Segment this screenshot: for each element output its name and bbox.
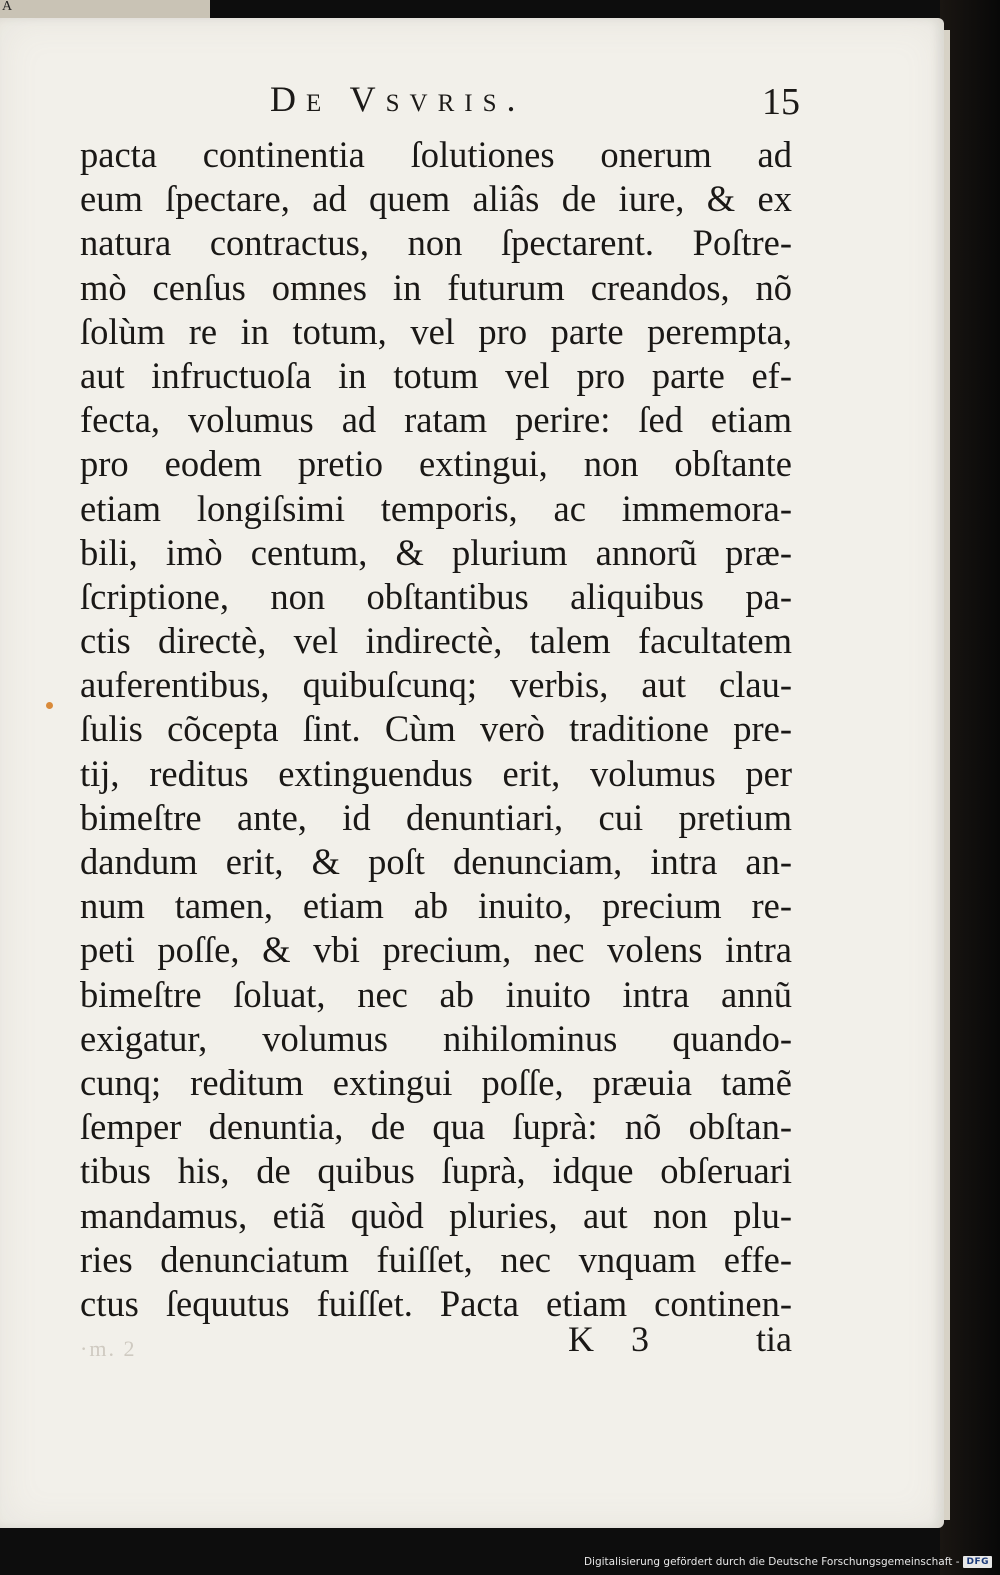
paper-stain [46, 702, 53, 709]
text-line: peti poſſe, & vbi precium, nec volens intra [80, 929, 792, 971]
text-line: etiam longiſsimi temporis, ac immemora- [80, 487, 792, 529]
text-line: aut infructuoſa in totum vel pro parte ef- [80, 354, 792, 396]
previous-page-strip [0, 0, 210, 18]
dfg-logo: DFG [963, 1556, 992, 1568]
text-line: cunq; reditum extingui poſſe, præuia tamẽ [80, 1061, 792, 1103]
text-line: pro eodem pretio extingui, non obſtante [80, 443, 792, 485]
running-title: De Vsvris. [270, 79, 526, 119]
text-line: ctus ſequutus fuiſſet. Pacta etiam continen- [80, 1282, 792, 1324]
text-line: mò cenſus omnes in futurum creandos, nõ [80, 266, 792, 308]
text-line: dandum erit, & poſt denunciam, intra an- [80, 841, 792, 882]
faint-bleed-through-mark: ·m. 2 [80, 1336, 137, 1361]
text-line: bimeſtre ante, id denuntiari, cui pretium [80, 796, 792, 838]
page-edge [944, 30, 950, 1520]
text-line: bili, imò centum, & plurium annorũ præ- [80, 531, 792, 573]
text-line: ſolùm re in totum, vel pro parte perempta, [80, 310, 792, 352]
digitization-credit [584, 1553, 992, 1571]
book-page [0, 18, 944, 1528]
page-footer [80, 1318, 800, 1368]
body-text [80, 133, 800, 1326]
text-line: bimeſtre ſoluat, nec ab inuito intra annũ [80, 973, 792, 1015]
page-number: 15 [762, 81, 800, 123]
credit-text: Digitalisierung gefördert durch die Deutsche Forschungsgemeinschaft - [583, 1556, 960, 1568]
text-line: exigatur, volumus nihilominus quando- [80, 1017, 792, 1059]
signature-mark: K 3 [568, 1319, 663, 1359]
text-line: ſulis cõcepta ſint. Cùm verò traditione pre- [80, 708, 792, 750]
text-line: pacta continentia ſolutiones onerum ad [80, 134, 792, 175]
text-line: ries denunciatum fuiſſet, nec vnquam effe- [80, 1238, 792, 1280]
text-line: fecta, volumus ad ratam perire: ſed etiam [80, 399, 792, 441]
text-line: eum ſpectare, ad quem aliâs de iure, & ex [80, 178, 792, 220]
text-line: tibus his, de quibus ſuprà, idque obſeruari [80, 1150, 792, 1192]
corner-mark: A [2, 0, 13, 14]
text-line: natura contractus, non ſpectarent. Poſtre- [80, 222, 792, 264]
text-line: ctis directè, vel indirectè, talem facultatem [80, 620, 792, 662]
catchword: tia [756, 1319, 792, 1359]
page-header [270, 78, 800, 128]
text-line: ſemper denuntia, de qua ſuprà: nõ obſtan- [80, 1106, 792, 1148]
text-line: num tamen, etiam ab inuito, precium re- [80, 885, 792, 927]
text-line: tij, reditus extinguendus erit, volumus per [80, 752, 792, 794]
text-line: ſcriptione, non obſtantibus aliquibus pa- [80, 575, 792, 617]
text-line: mandamus, etiã quòd pluries, aut non plu- [80, 1194, 792, 1236]
text-line: auferentibus, quibuſcunq; verbis, aut clau- [80, 664, 792, 706]
